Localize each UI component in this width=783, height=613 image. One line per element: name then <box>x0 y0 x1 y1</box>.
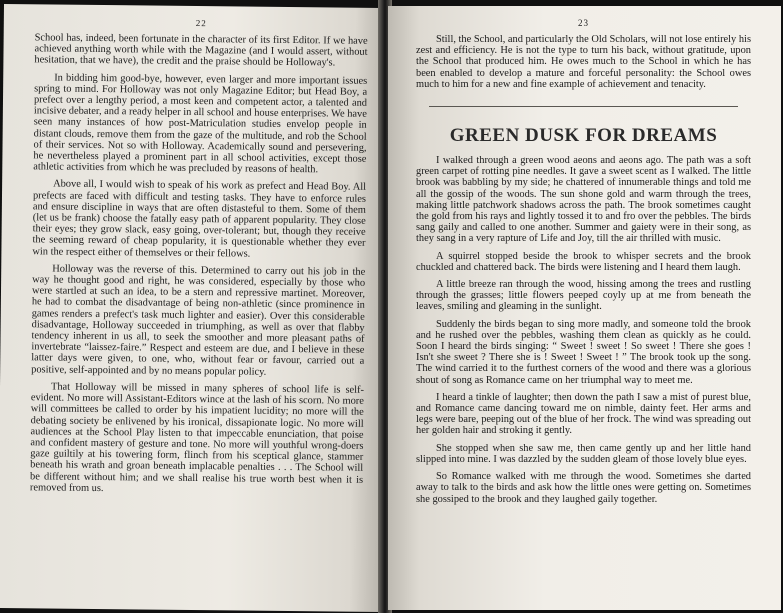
story-paragraph: So Romance walked with me through the wood. Sometimes she darted away to talk to the birds and ask how the little ones were getting on. Sometimes she gossiped to the brook and they laughed gaily together. <box>416 471 751 505</box>
body-paragraph: School has, indeed, been fortunate in the character of its first Editor. If we have achieved anything worth while with the Magazine (and I would assert, without hesitation, that we have), the credit and the praise should be Holloway's. <box>34 32 368 69</box>
story-paragraph: A little breeze ran through the wood, hissing among the trees and rustling through the grasses; little flowers peeped coyly up at me from beneath the leaves, smiling and gleaming in the sunlight. <box>416 279 751 313</box>
body-paragraph: Above all, I would wish to speak of his work as prefect and Head Boy. All prefects are faced with difficult and testing tasks. They have to enforce rules and ensure discipline in ways that are often distasteful to them. Some of them (let us be frank) choose the fatally easy path of apparent popularity. They close their eyes; they grow slack, easy going, over-tolerant; but, though they receive the seeming reward of cheap popularity, it is questionable whether they ever win the respect either of themselves or their fellows. <box>32 178 367 260</box>
right-page <box>388 6 781 610</box>
story-paragraph: I walked through a green wood aeons and aeons ago. The path was a soft green carpet of rotting pine needles. It gave a sweet scent as I walked. The little brook was babbling by my side; he chattered of innumerable things and told me all the gossip of the woods. The sun shone gold and warm through the trees, making little patchwork shadows across the path. The brook sometimes caught the gold from his rays and lightly tossed it to and fro over the pebbles. The birds sang gaily and called to one another. Summer and gaiety were in their song, as they sang in a very rapture of Life and Joy, till the air thrilled with music. <box>416 155 751 245</box>
intro-paragraph: Still, the School, and particularly the Old Scholars, will not lose entirely his zest and efficiency. He is not the type to turn his back, without gratitude, upon the School that produced him. He owes much to the School in which he has been enabled to develop a mature and forceful personality: the School owes much to him for a new and fine example of achievement and tenacity. <box>416 34 751 90</box>
story-title: GREEN DUSK FOR DREAMS <box>449 125 718 147</box>
left-page <box>0 4 386 612</box>
story-paragraph: I heard a tinkle of laughter; then down the path I saw a mist of purest blue, and Romance came dancing toward me on nimble, dainty feet. Her arms and legs were bare, peeping out of the blue of her frock. The wind was spreading out her golden hair and stroking it gently. <box>416 391 751 437</box>
story-paragraph: Suddenly the birds began to sing more madly, and someone told the brook and he rushed over the pebbles, washing them clean as quickly as he could. Soon I heard the birds singing: “ Sweet ! sweet ! So sweet ! There she goes ! Isn't she sweet ? There she is ! Sweet ! Sweet ! ” The brook took up the song. The wind carried it to the furthest corners of the wood and there was a glorious shout of song as Romance came on her triumphal way to meet me. <box>416 318 751 386</box>
page-number-left: 22 <box>195 18 207 29</box>
section-divider <box>429 106 737 107</box>
body-paragraph: That Holloway will be missed in many spheres of school life is self-evident. No more will Assistant-Editors wince at the lash of his scorn. No more will committees be called to order by his impatient lucidity; no more will the debating society be enlivened by his ironical, dissapionate logic. No more will audiences at the School Play listen to that impeccable enunciation, that poise and confident mastery of gesture and tone. No more will youthful wrong-doers gaze guiltily at his towering form, flinch from his sceptical glance, stammer beneath his wrath and groan beneath implacable penalties . . . The School will be different without him; and we shall realise his true worth best when it is removed from us. <box>29 381 365 494</box>
body-paragraph: In bidding him good-bye, however, even larger and more important issues spring to mind. For Holloway was not only Magazine Editor; but Head Boy, a prefect over a lengthy period, a most keen and competent actor, a talented and incisive debater, and a ready helper in all school and house enterprises. We have seen many instances of how post-Matriculation studies envelop people in distant clouds, remove them from the gaze of the multitude, and rob the School of their services. Not so with Holloway. Academically sound and persevering, he nevertheless played a prominent part in all school activities, except those athletic activities from which he was precluded by reasons of health. <box>33 72 368 176</box>
body-paragraph: Holloway was the reverse of this. Determined to carry out his job in the way he thought good and right, he was considered, especially by those who were startled at such an idea, to be a stern and repressive martinet. Moreover, he had to combat the disadvantage of being non-athletic (since prominence in games renders a prefect's task much lighter and easier). Over this considerable disadvantage, Holloway succeeded in triumphing, as well as over that flabby tendency inherent in us all, to seek the smoother and more pleasant paths of invertebrate “laissez-faire.” Respect and esteem are due, and I believe in these latter days were given, to one, who, without fear or favour, carried out a positive, self-appointed and by no means popular policy. <box>31 263 366 378</box>
story-paragraph: A squirrel stopped beside the brook to whisper secrets and the brook chuckled and chattered back. The birds were listening and I heard them laugh. <box>416 250 751 273</box>
story-paragraph: She stopped when she saw me, then came gently up and her little hand slipped into mine. I was dazzled by the sudden gleam of those lovely blue eyes. <box>416 442 751 465</box>
page-number-right: 23 <box>578 18 589 28</box>
